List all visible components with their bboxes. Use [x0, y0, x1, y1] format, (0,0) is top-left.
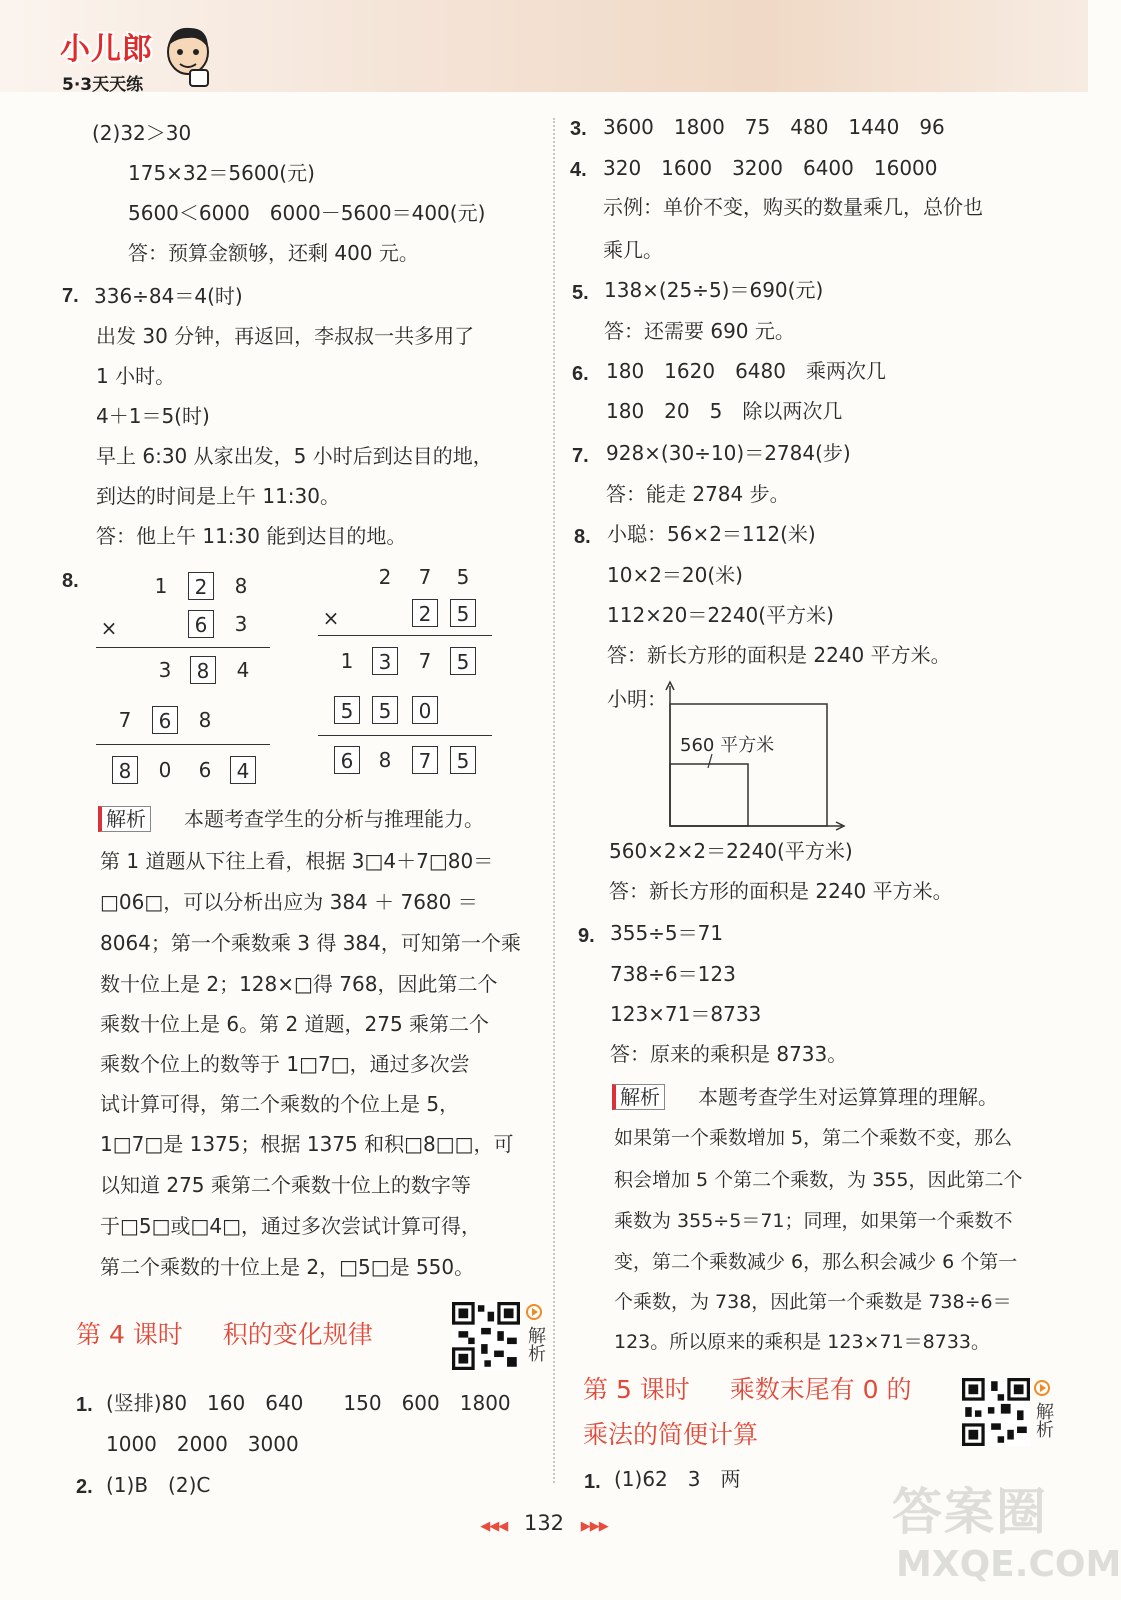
question-number: 1. — [584, 1471, 601, 1493]
left-line: 4＋1＝5(时) — [96, 404, 210, 428]
question-number: 7. — [62, 285, 79, 307]
left-line: 5600＜6000 6000－5600＝400(元) — [128, 201, 486, 225]
question-number: 8. — [574, 526, 591, 548]
digit: 1 — [340, 649, 354, 673]
page-number-value: 132 — [523, 1511, 565, 1535]
left-line: 336÷84＝4(时) — [94, 284, 243, 308]
qr-label: 解析 — [1033, 1402, 1054, 1438]
left-line: 早上 6:30 从家出发，5 小时后到达目的地， — [96, 444, 493, 468]
analysis-line: 第二个乘数的十位上是 2，□5□是 550。 — [100, 1255, 475, 1279]
analysis-line: 个乘数，为 738，因此第一个乘数是 738÷6＝ — [614, 1291, 1012, 1313]
question-number: 3. — [570, 118, 587, 140]
qr-label: 解析 — [525, 1326, 546, 1362]
answer-line: 355÷5＝71 — [610, 921, 724, 945]
analysis-line: 于□5□或□4□，通过多次尝试计算可得， — [100, 1214, 482, 1238]
qr-code-icon[interactable] — [962, 1378, 1030, 1446]
brand-logo — [48, 22, 218, 96]
digit: 8 — [198, 708, 212, 732]
digit-box: 5 — [372, 696, 398, 724]
digit-box: 8 — [190, 656, 216, 684]
digit-box: 6 — [188, 610, 214, 638]
digit-box: 6 — [152, 706, 178, 734]
digit: 8 — [378, 748, 392, 772]
analysis-line: 本题考查学生的分析与推理能力。 — [184, 807, 484, 831]
qr-code-icon[interactable] — [452, 1302, 520, 1370]
digit-box: 4 — [230, 756, 256, 784]
question-number: 4. — [570, 159, 587, 181]
digit-box: 2 — [412, 599, 438, 627]
analysis-line: □06□，可以分析出应为 384 ＋ 7680 ＝ — [100, 890, 478, 914]
analysis-line: 以知道 275 乘第二个乘数十位上的数字等 — [100, 1173, 471, 1197]
analysis-line: 积会增加 5 个第二个乘数，为 355，因此第二个 — [614, 1169, 1023, 1191]
left-line: (2)32＞30 — [92, 121, 192, 145]
brand-title: 小儿郎 — [60, 32, 153, 67]
lesson-number: 第 4 课时 — [76, 1320, 183, 1349]
analysis-tag: 解析 — [612, 1084, 665, 1110]
answer-line: 1000 2000 3000 — [106, 1432, 299, 1456]
answer-line: 123×71＝8733 — [610, 1002, 762, 1026]
digit: 7 — [418, 649, 432, 673]
mascot-icon — [160, 22, 216, 90]
question-number: 5. — [572, 282, 589, 304]
analysis-block-left — [98, 806, 151, 832]
diagram-label: 560 平方米 — [680, 735, 775, 756]
analysis-line: 变，第二个乘数减少 6，那么积会减少 6 个第一 — [614, 1251, 1018, 1273]
watermark-url: MXQE.COM — [896, 1544, 1121, 1585]
times-sign: × — [100, 616, 118, 640]
next-arrows-icon: ▶▶▶ — [580, 1519, 608, 1534]
left-line: 175×32＝5600(元) — [128, 161, 315, 185]
lesson-title-line2: 乘法的简便计算 — [583, 1420, 759, 1449]
digit-box: 0 — [412, 696, 438, 724]
digit: 5 — [456, 565, 470, 589]
digit: 7 — [418, 565, 432, 589]
analysis-block-right — [612, 1084, 665, 1110]
times-sign: × — [322, 606, 340, 630]
digit: 3 — [234, 612, 248, 636]
play-icon — [1034, 1380, 1050, 1396]
answer-line: 3600 1800 75 480 1440 96 — [603, 115, 945, 139]
answer-line: 738÷6＝123 — [610, 962, 736, 986]
answer-line: 10×2＝20(米) — [607, 563, 743, 587]
digit: 4 — [236, 658, 250, 682]
answer-line: (1)62 3 两 — [614, 1467, 741, 1491]
analysis-line: 如果第一个乘数增加 5，第二个乘数不变，那么 — [614, 1127, 1013, 1149]
answer-line: 180 1620 6480 乘两次几 — [606, 359, 886, 383]
column-divider — [553, 118, 555, 1483]
digit: 3 — [158, 658, 172, 682]
analysis-line: 数十位上是 2；128×□得 768，因此第二个 — [100, 972, 498, 996]
digit: 6 — [198, 758, 212, 782]
analysis-line: 乘数个位上的数等于 1□7□，通过多次尝 — [100, 1052, 470, 1076]
answer-line: 小明： — [607, 687, 667, 711]
section-title-lesson-5 — [583, 1375, 912, 1405]
left-line: 1 小时。 — [96, 364, 176, 388]
analysis-tag: 解析 — [98, 806, 151, 832]
answer-line: 112×20＝2240(平方米) — [607, 603, 834, 627]
question-number: 9. — [578, 925, 595, 947]
analysis-line: 1□7□是 1375；根据 1375 和积□8□□，可 — [100, 1132, 514, 1156]
answer-line: 928×(30÷10)＝2784(步) — [606, 441, 851, 465]
digit-box: 7 — [412, 746, 438, 774]
digit-box: 5 — [450, 647, 476, 675]
prev-arrows-icon: ◀◀◀ — [480, 1519, 508, 1534]
watermark-text: 答案圈 — [892, 1483, 1048, 1541]
digit-box: 5 — [450, 599, 476, 627]
answer-line: 示例：单价不变，购买的数量乘几，总价也 — [603, 195, 983, 219]
question-number: 8. — [62, 570, 79, 592]
answer-line: 答：能走 2784 步。 — [606, 482, 790, 506]
analysis-line: 乘数为 355÷5＝71；同理，如果第一个乘数不 — [614, 1210, 1013, 1232]
answer-line: 乘几。 — [603, 238, 663, 262]
calc-rule — [318, 635, 492, 636]
left-line: 答：预算金额够，还剩 400 元。 — [128, 241, 419, 265]
answer-line: 138×(25÷5)＝690(元) — [604, 278, 824, 302]
answer-line: 答：原来的乘积是 8733。 — [610, 1042, 848, 1066]
answer-line: (竖排)80 160 640 150 600 1800 — [106, 1391, 511, 1415]
calc-rule — [96, 744, 270, 745]
answer-line: 180 20 5 除以两次几 — [606, 399, 843, 423]
digit-box: 3 — [372, 647, 398, 675]
answer-line: 320 1600 3200 6400 16000 — [603, 156, 938, 180]
question-number: 6. — [572, 363, 589, 385]
watermark — [870, 1466, 1121, 1596]
analysis-line: 本题考查学生对运算算理的理解。 — [698, 1085, 998, 1109]
play-icon — [526, 1304, 542, 1320]
digit: 2 — [378, 565, 392, 589]
analysis-line: 乘数十位上是 6。第 2 道题，275 乘第二个 — [100, 1012, 490, 1036]
answer-line: 答：新长方形的面积是 2240 平方米。 — [607, 643, 951, 667]
lesson-title: 积的变化规律 — [222, 1320, 373, 1349]
analysis-line: 123。所以原来的乘积是 123×71＝8733。 — [614, 1331, 991, 1353]
section-title-lesson-4 — [76, 1320, 373, 1350]
digit: 8 — [234, 574, 248, 598]
digit: 7 — [118, 708, 132, 732]
analysis-line: 8064；第一个乘数乘 3 得 384，可知第一个乘 — [100, 931, 521, 955]
left-line: 答：他上午 11:30 能到达目的地。 — [96, 524, 407, 548]
analysis-line: 试计算可得，第二个乘数的个位上是 5， — [100, 1092, 460, 1116]
question-number: 1. — [76, 1394, 93, 1416]
answer-line: (1)B (2)C — [106, 1473, 211, 1497]
answer-line: 560×2×2＝2240(平方米) — [609, 839, 853, 863]
calc-rule — [318, 735, 492, 736]
question-number: 7. — [572, 445, 589, 467]
left-line: 到达的时间是上午 11:30。 — [96, 484, 340, 508]
answer-line: 小聪：56×2＝112(米) — [607, 522, 816, 546]
analysis-line: 第 1 道题从下往上看，根据 3□4＋7□80＝ — [100, 849, 494, 873]
calc-rule — [96, 647, 270, 648]
lesson-number: 第 5 课时 — [583, 1375, 690, 1404]
answer-line: 答：新长方形的面积是 2240 平方米。 — [609, 879, 953, 903]
digit: 1 — [154, 574, 168, 598]
digit: 0 — [158, 758, 172, 782]
left-line: 出发 30 分钟，再返回，李叔叔一共多用了 — [96, 324, 475, 348]
brand-series: 5·3天天练 — [62, 75, 144, 95]
digit-box: 5 — [334, 696, 360, 724]
digit-box: 8 — [112, 756, 138, 784]
digit-box: 6 — [334, 746, 360, 774]
lesson-title: 乘数末尾有 0 的 — [729, 1375, 912, 1404]
answer-line: 答：还需要 690 元。 — [604, 319, 795, 343]
question-number: 2. — [76, 1476, 93, 1498]
digit-box: 5 — [450, 746, 476, 774]
digit-box: 2 — [188, 572, 214, 600]
